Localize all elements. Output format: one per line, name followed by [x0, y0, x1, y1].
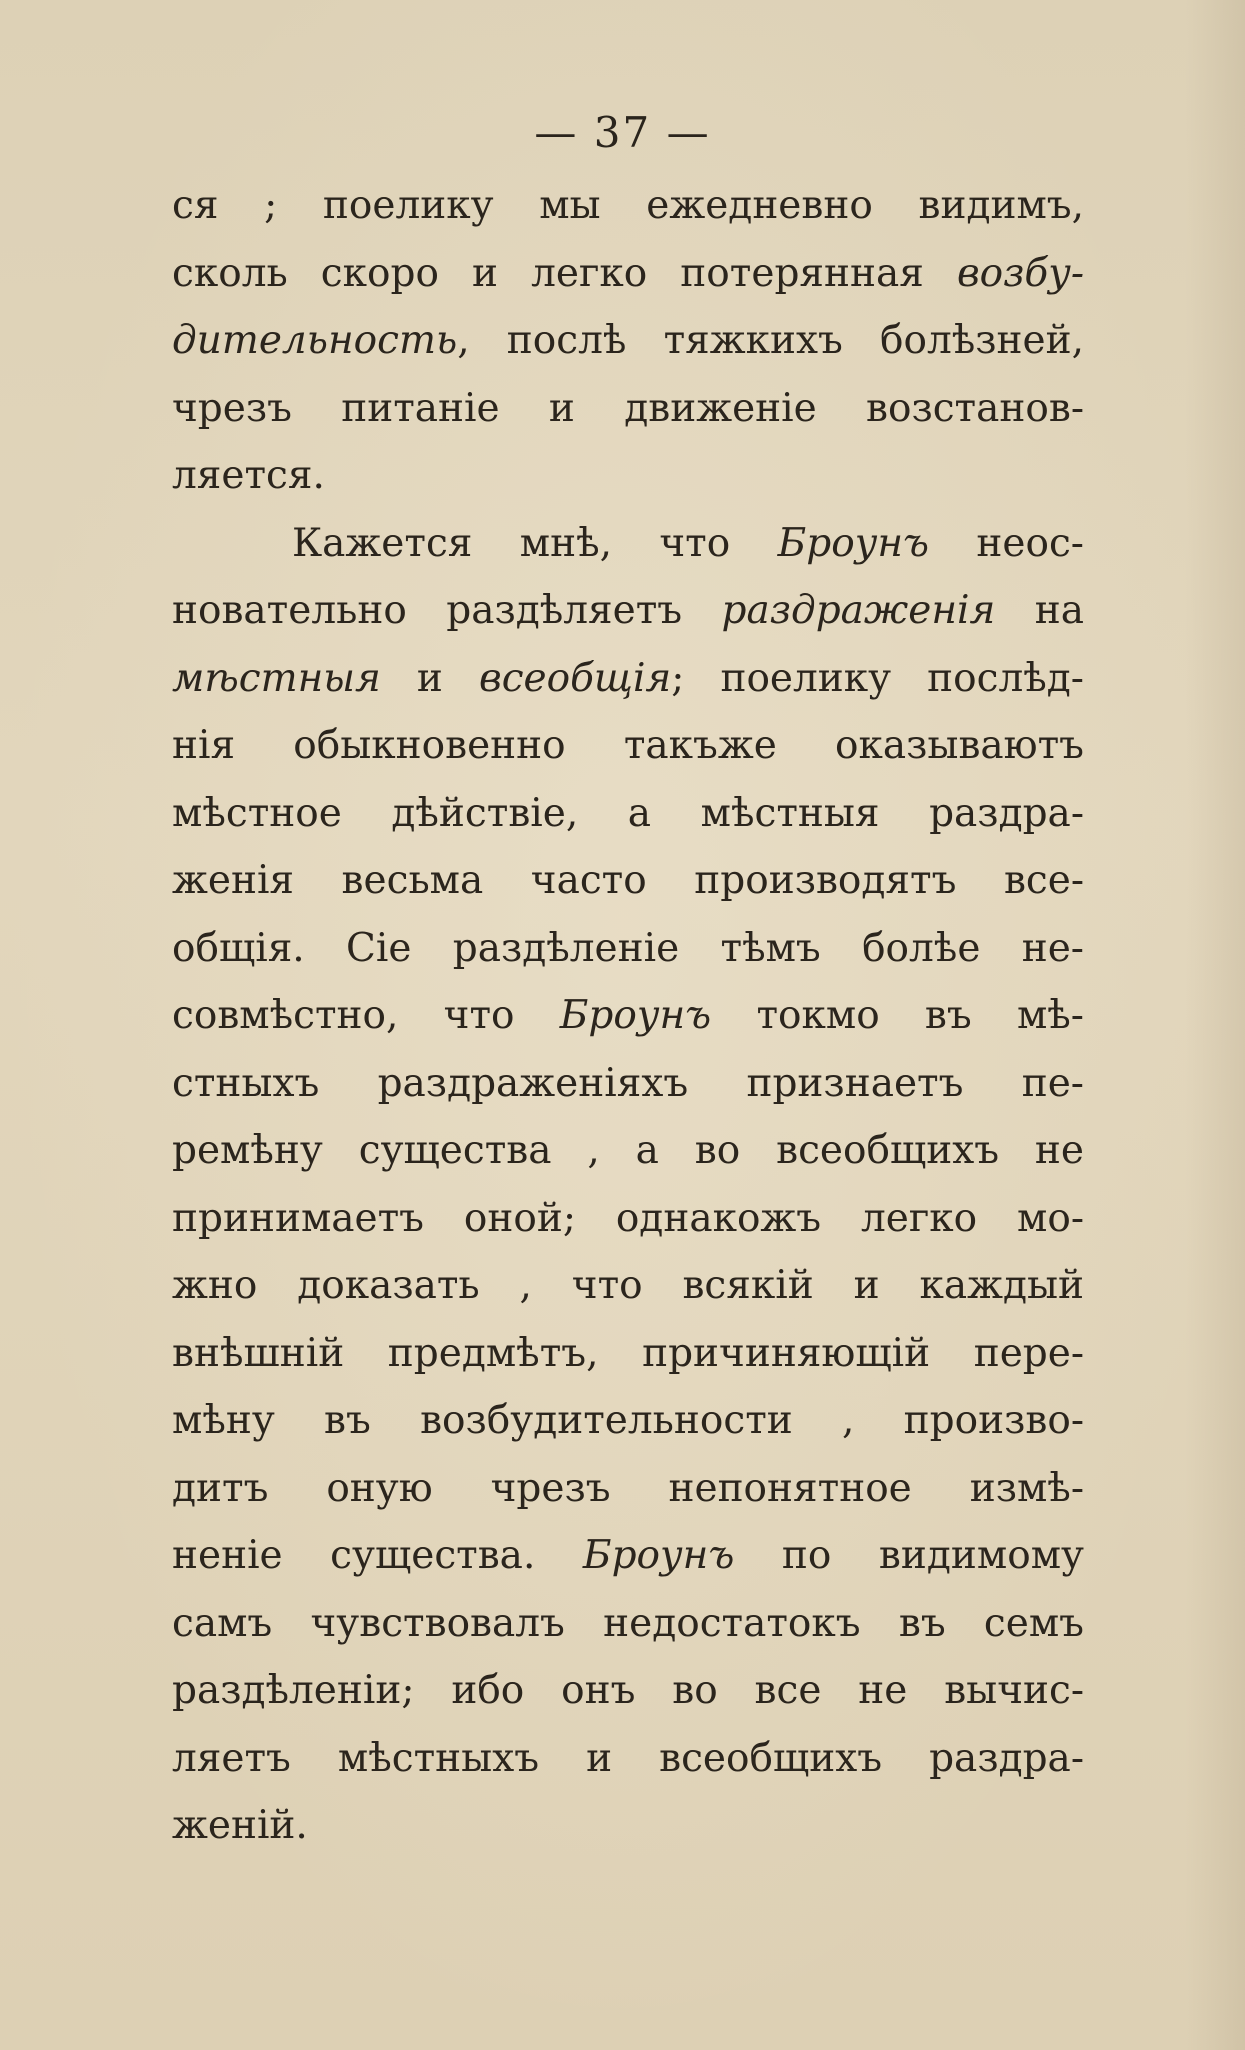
- text-segment: чрезъ питаніе и движеніе возстанов-: [172, 385, 1084, 431]
- text-segment: ляетъ мѣстныхъ и всеобщихъ раздра-: [172, 1735, 1084, 1781]
- text-segment: жно доказать , что всякій и каждый: [172, 1263, 1084, 1308]
- text-line: [172, 1657, 1084, 1725]
- text-line: [172, 1455, 1084, 1523]
- page-number: — 37 —: [534, 108, 711, 157]
- italic-text: Броунъ: [777, 520, 930, 566]
- italic-text: возбу-: [956, 250, 1084, 296]
- text-line: [172, 1252, 1084, 1320]
- text-line: [172, 1185, 1084, 1253]
- body-text: [172, 172, 1084, 1860]
- text-segment: , послѣ тяжкихъ болѣзней,: [457, 318, 1084, 363]
- text-segment: на: [995, 588, 1084, 633]
- text-line: [172, 915, 1084, 983]
- italic-text: Броунъ: [582, 1533, 735, 1578]
- text-segment: Кажется мнѣ, что: [292, 520, 778, 566]
- text-segment: ремѣну существа , а во всеобщихъ не: [172, 1128, 1084, 1173]
- text-segment: ся ; поелику мы ежедневно видимъ,: [172, 183, 1084, 228]
- text-line: [172, 1387, 1084, 1455]
- text-line: [172, 577, 1084, 645]
- text-line: [172, 307, 1084, 375]
- text-line: [172, 172, 1084, 240]
- text-segment: токмо въ мѣ-: [711, 993, 1084, 1038]
- text-segment: женія весьма часто производятъ все-: [172, 858, 1084, 903]
- text-segment: по видимому: [734, 1533, 1084, 1578]
- text-line: [172, 847, 1084, 915]
- italic-text: Броунъ: [559, 993, 712, 1038]
- text-line: [172, 1117, 1084, 1185]
- text-line: [172, 1050, 1084, 1118]
- text-segment: неос-: [929, 520, 1084, 566]
- text-segment: мѣну въ возбудительности , произво-: [172, 1398, 1084, 1443]
- text-line: [172, 1792, 1084, 1860]
- text-segment: совмѣстно, что: [172, 993, 560, 1038]
- text-segment: самъ чувствовалъ недостатокъ въ семъ: [172, 1600, 1084, 1646]
- text-line: [172, 1590, 1084, 1658]
- text-segment: нія обыкновенно такъже оказываютъ: [172, 723, 1084, 768]
- text-segment: ляется.: [172, 453, 325, 498]
- text-segment: новательно раздѣляетъ: [172, 588, 722, 633]
- text-line: [172, 780, 1084, 848]
- text-line: [172, 645, 1084, 713]
- text-segment: дитъ оную чрезъ непонятное измѣ-: [172, 1465, 1084, 1511]
- text-line: [172, 712, 1084, 780]
- text-segment: и: [380, 655, 479, 701]
- text-line: [172, 442, 1084, 510]
- text-line: [172, 510, 1084, 578]
- text-segment: внѣшній предмѣтъ, причиняющій пере-: [172, 1330, 1084, 1376]
- text-segment: раздѣленіи; ибо онъ во все не вычис-: [172, 1668, 1084, 1713]
- text-line: [172, 982, 1084, 1050]
- text-segment: стныхъ раздраженіяхъ признаетъ пе-: [172, 1060, 1084, 1106]
- italic-text: раздраженія: [721, 588, 996, 633]
- text-segment: мѣстное дѣйствіе, а мѣстныя раздра-: [172, 790, 1084, 836]
- text-line: [172, 1725, 1084, 1793]
- text-line: [172, 375, 1084, 443]
- text-segment: общія. Сіе раздѣленіе тѣмъ болѣе не-: [172, 925, 1084, 971]
- text-line: [172, 1522, 1084, 1590]
- text-segment: ; поелику послѣд-: [671, 655, 1084, 701]
- text-segment: женій.: [172, 1803, 308, 1848]
- text-segment: неніе существа.: [172, 1533, 583, 1578]
- italic-text: дительность: [172, 318, 458, 363]
- text-segment: принимаетъ оной; однакожъ легко мо-: [172, 1195, 1084, 1241]
- italic-text: мѣстныя: [172, 655, 381, 701]
- text-line: [172, 240, 1084, 308]
- text-line: [172, 1320, 1084, 1388]
- page-edge-shadow: [1185, 0, 1245, 2050]
- text-segment: сколь скоро и легко потерянная: [172, 250, 957, 296]
- italic-text: всеобщія: [479, 655, 672, 701]
